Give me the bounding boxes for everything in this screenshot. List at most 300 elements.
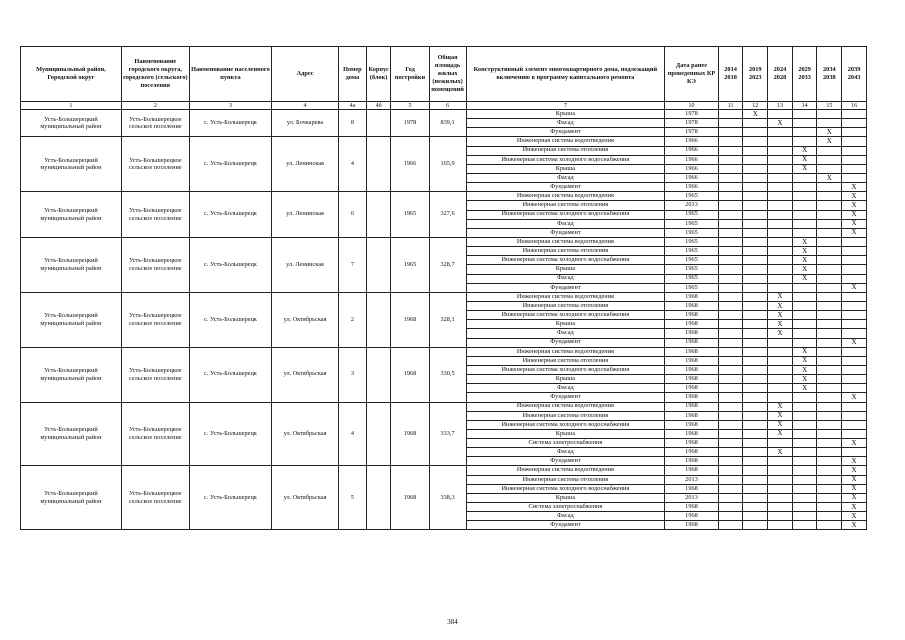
period-mark-cell (743, 448, 768, 457)
prior-repair-date-cell: 1966 (665, 146, 719, 155)
period-mark-cell (718, 420, 743, 429)
prior-repair-date-cell: 1965 (665, 265, 719, 274)
period-mark-cell (792, 484, 817, 493)
build-year-cell: 1968 (391, 347, 429, 402)
period-mark-cell (743, 210, 768, 219)
period-mark-cell (743, 466, 768, 475)
period-mark-cell (817, 155, 842, 164)
period-mark-cell (817, 183, 842, 192)
period-mark-cell (743, 375, 768, 384)
period-mark-cell (842, 274, 867, 283)
period-mark-cell (817, 512, 842, 521)
period-mark-cell (792, 338, 817, 347)
period-mark-cell (792, 137, 817, 146)
period-mark-cell (743, 484, 768, 493)
period-mark-cell (743, 439, 768, 448)
period-mark-cell: X (792, 347, 817, 356)
period-mark-cell (768, 365, 793, 374)
area-cell: 338,3 (429, 466, 466, 530)
address-cell: ул. Ленинская (272, 192, 339, 238)
period-mark-cell (817, 466, 842, 475)
element-cell: Инженерная система отопления (466, 356, 665, 365)
period-mark-cell: X (842, 439, 867, 448)
period-mark-cell: X (842, 475, 867, 484)
column-number: 16 (842, 102, 867, 110)
prior-repair-date-cell: 1965 (665, 237, 719, 246)
prior-repair-date-cell: 1966 (665, 155, 719, 164)
element-cell: Система электроснабжения (466, 439, 665, 448)
korpus-cell (366, 292, 391, 347)
build-year-cell: 1968 (391, 292, 429, 347)
period-mark-cell (792, 119, 817, 128)
period-mark-cell (817, 384, 842, 393)
prior-repair-date-cell: 1968 (665, 311, 719, 320)
area-cell: 327,6 (429, 192, 466, 238)
period-mark-cell (768, 283, 793, 292)
table-header (21, 47, 867, 110)
element-cell: Фасад (466, 274, 665, 283)
poselenie-cell: Усть-Большерецкое сельское поселение (121, 402, 189, 466)
period-mark-cell (743, 365, 768, 374)
period-mark-cell: X (768, 448, 793, 457)
period-mark-cell (768, 375, 793, 384)
period-mark-cell (743, 155, 768, 164)
period-mark-cell (743, 292, 768, 301)
period-mark-cell (768, 384, 793, 393)
period-mark-cell (792, 448, 817, 457)
period-mark-cell (842, 420, 867, 429)
element-cell: Крыша (466, 265, 665, 274)
column-number: 4б (366, 102, 391, 110)
period-mark-cell (842, 265, 867, 274)
period-mark-cell: X (842, 201, 867, 210)
column-number: 12 (743, 102, 768, 110)
address-cell: ул. Ленинская (272, 137, 339, 192)
period-mark-cell (718, 237, 743, 246)
period-mark-cell (792, 219, 817, 228)
period-mark-cell (817, 201, 842, 210)
period-mark-cell (842, 329, 867, 338)
period-mark-cell: X (842, 521, 867, 530)
area-cell: 328,1 (429, 292, 466, 347)
header-year: Год постройки (391, 47, 429, 102)
period-mark-cell (768, 493, 793, 502)
period-mark-cell (817, 219, 842, 228)
column-number: 14 (792, 102, 817, 110)
period-mark-cell (743, 173, 768, 182)
address-cell: ул. Ленинская (272, 237, 339, 292)
period-mark-cell (842, 292, 867, 301)
prior-repair-date-cell: 1965 (665, 256, 719, 265)
punkt-cell: с. Усть-Большерецк (189, 137, 271, 192)
period-mark-cell (718, 173, 743, 182)
period-mark-cell (718, 128, 743, 137)
period-mark-cell (743, 493, 768, 502)
period-mark-cell: X (768, 411, 793, 420)
column-number: 4а (339, 102, 367, 110)
period-mark-cell (768, 256, 793, 265)
period-mark-cell (817, 375, 842, 384)
table-row (21, 402, 867, 411)
prior-repair-date-cell: 1968 (665, 457, 719, 466)
period-mark-cell (792, 466, 817, 475)
prior-repair-date-cell: 1978 (665, 119, 719, 128)
period-mark-cell (842, 110, 867, 119)
rayon-cell: Усть-Большерецкий муниципальный район (21, 192, 122, 238)
period-mark-cell (743, 429, 768, 438)
period-mark-cell (817, 256, 842, 265)
element-cell: Инженерная система холодного водоснабжения (466, 365, 665, 374)
period-mark-cell (792, 173, 817, 182)
period-mark-cell (743, 402, 768, 411)
area-cell: 328,7 (429, 237, 466, 292)
period-mark-cell (817, 420, 842, 429)
period-mark-cell: X (817, 173, 842, 182)
period-mark-cell: X (768, 311, 793, 320)
prior-repair-date-cell: 1968 (665, 338, 719, 347)
prior-repair-date-cell: 1966 (665, 164, 719, 173)
element-cell: Инженерная система холодного водоснабжения (466, 311, 665, 320)
element-cell: Крыша (466, 375, 665, 384)
element-cell: Фасад (466, 173, 665, 182)
period-mark-cell (718, 219, 743, 228)
period-mark-cell (768, 228, 793, 237)
period-mark-cell (817, 329, 842, 338)
period-mark-cell (792, 292, 817, 301)
element-cell: Инженерная система отопления (466, 201, 665, 210)
period-mark-cell: X (842, 393, 867, 402)
period-mark-cell (743, 137, 768, 146)
prior-repair-date-cell: 1968 (665, 484, 719, 493)
prior-repair-date-cell: 1966 (665, 173, 719, 182)
period-mark-cell (743, 329, 768, 338)
period-mark-cell: X (768, 402, 793, 411)
period-mark-cell: X (792, 356, 817, 365)
period-mark-cell (718, 329, 743, 338)
period-mark-cell (842, 365, 867, 374)
period-mark-cell: X (842, 192, 867, 201)
rayon-cell: Усть-Большерецкий муниципальный район (21, 402, 122, 466)
element-cell: Инженерная система водоотведения (466, 292, 665, 301)
element-cell: Инженерная система водоотведения (466, 137, 665, 146)
period-mark-cell (817, 164, 842, 173)
element-cell: Фасад (466, 219, 665, 228)
period-mark-cell: X (842, 183, 867, 192)
header-korpus: Корпус (блок) (366, 47, 391, 102)
period-mark-cell (842, 128, 867, 137)
period-mark-cell: X (792, 146, 817, 155)
period-mark-cell: X (842, 457, 867, 466)
element-cell: Крыша (466, 164, 665, 173)
period-mark-cell (792, 183, 817, 192)
period-mark-cell (743, 320, 768, 329)
period-mark-cell (743, 420, 768, 429)
period-mark-cell (718, 375, 743, 384)
element-cell: Инженерная система холодного водоснабжения (466, 155, 665, 164)
period-mark-cell: X (768, 420, 793, 429)
table-row (21, 347, 867, 356)
period-mark-cell (768, 521, 793, 530)
period-mark-cell (718, 201, 743, 210)
column-number: 1 (21, 102, 122, 110)
period-mark-cell (768, 219, 793, 228)
period-mark-cell (743, 128, 768, 137)
period-mark-cell: X (792, 265, 817, 274)
period-mark-cell (792, 210, 817, 219)
period-mark-cell (743, 146, 768, 155)
element-cell: Фасад (466, 329, 665, 338)
period-mark-cell (817, 119, 842, 128)
period-mark-cell (718, 411, 743, 420)
column-number: 3 (189, 102, 271, 110)
period-mark-cell (842, 320, 867, 329)
period-mark-cell: X (792, 256, 817, 265)
column-number: 10 (665, 102, 719, 110)
element-cell: Крыша (466, 429, 665, 438)
period-mark-cell: X (768, 301, 793, 310)
period-mark-cell (768, 466, 793, 475)
period-mark-cell: X (792, 274, 817, 283)
period-mark-cell: X (743, 110, 768, 119)
prior-repair-date-cell: 1968 (665, 466, 719, 475)
period-mark-cell (743, 228, 768, 237)
period-mark-cell: X (842, 338, 867, 347)
period-mark-cell (768, 110, 793, 119)
prior-repair-date-cell: 1978 (665, 110, 719, 119)
period-mark-cell (842, 301, 867, 310)
house-number-cell: 3 (339, 347, 367, 402)
period-mark-cell: X (842, 503, 867, 512)
period-mark-cell (768, 201, 793, 210)
prior-repair-date-cell: 1968 (665, 512, 719, 521)
period-mark-cell (768, 173, 793, 182)
period-mark-cell (768, 274, 793, 283)
capital-repair-table (20, 46, 867, 530)
period-mark-cell (743, 256, 768, 265)
period-mark-cell (817, 475, 842, 484)
element-cell: Инженерная система холодного водоснабжения (466, 420, 665, 429)
period-mark-cell (817, 283, 842, 292)
period-mark-cell (743, 384, 768, 393)
period-mark-cell (792, 393, 817, 402)
period-mark-cell (768, 338, 793, 347)
period-mark-cell (743, 475, 768, 484)
punkt-cell: с. Усть-Большерецк (189, 466, 271, 530)
period-mark-cell (792, 475, 817, 484)
address-cell: ул. Бочкарева (272, 110, 339, 137)
period-mark-cell (842, 146, 867, 155)
period-mark-cell (768, 155, 793, 164)
period-mark-cell (718, 292, 743, 301)
period-mark-cell (768, 192, 793, 201)
period-mark-cell (817, 439, 842, 448)
period-mark-cell (718, 228, 743, 237)
prior-repair-date-cell: 1968 (665, 521, 719, 530)
punkt-cell: с. Усть-Большерецк (189, 347, 271, 402)
period-mark-cell (718, 347, 743, 356)
table-row (21, 237, 867, 246)
header-row (21, 47, 867, 102)
period-mark-cell: X (842, 512, 867, 521)
period-mark-cell (817, 429, 842, 438)
element-cell: Система электроснабжения (466, 503, 665, 512)
period-mark-cell (817, 493, 842, 502)
column-number: 5 (391, 102, 429, 110)
element-cell: Фундамент (466, 283, 665, 292)
period-mark-cell (817, 274, 842, 283)
period-mark-cell (817, 311, 842, 320)
period-mark-cell (718, 256, 743, 265)
period-mark-cell (718, 183, 743, 192)
prior-repair-date-cell: 1968 (665, 320, 719, 329)
period-mark-cell (842, 402, 867, 411)
period-mark-cell (792, 110, 817, 119)
element-cell: Фундамент (466, 521, 665, 530)
period-mark-cell (792, 283, 817, 292)
period-mark-cell: X (768, 292, 793, 301)
period-mark-cell (792, 192, 817, 201)
period-mark-cell (743, 119, 768, 128)
period-mark-cell: X (842, 228, 867, 237)
period-mark-cell: X (792, 164, 817, 173)
period-mark-cell (743, 274, 768, 283)
period-mark-cell (817, 301, 842, 310)
korpus-cell (366, 137, 391, 192)
prior-repair-date-cell: 1968 (665, 439, 719, 448)
period-mark-cell (817, 110, 842, 119)
column-number: 15 (817, 102, 842, 110)
period-mark-cell (792, 521, 817, 530)
rayon-cell: Усть-Большерецкий муниципальный район (21, 237, 122, 292)
header-period-2029: 2029 2033 (792, 47, 817, 102)
area-cell: 165,9 (429, 137, 466, 192)
element-cell: Крыша (466, 493, 665, 502)
korpus-cell (366, 466, 391, 530)
period-mark-cell (842, 429, 867, 438)
period-mark-cell (792, 228, 817, 237)
period-mark-cell (768, 393, 793, 402)
rayon-cell: Усть-Большерецкий муниципальный район (21, 292, 122, 347)
period-mark-cell (842, 164, 867, 173)
period-mark-cell (792, 429, 817, 438)
period-mark-cell (718, 439, 743, 448)
period-mark-cell (768, 356, 793, 365)
period-mark-cell: X (768, 119, 793, 128)
period-mark-cell (743, 201, 768, 210)
table-row (21, 292, 867, 301)
column-number-row (21, 102, 867, 110)
header-date: Дата ранее проведенных КР КЭ (665, 47, 719, 102)
period-mark-cell (768, 484, 793, 493)
period-mark-cell (817, 484, 842, 493)
table-row (21, 466, 867, 475)
period-mark-cell: X (842, 219, 867, 228)
period-mark-cell (768, 146, 793, 155)
punkt-cell: с. Усть-Большерецк (189, 192, 271, 238)
prior-repair-date-cell: 2013 (665, 475, 719, 484)
address-cell: ул. Октябрьская (272, 292, 339, 347)
period-mark-cell: X (792, 237, 817, 246)
element-cell: Инженерная система отопления (466, 146, 665, 155)
header-period-2019: 2019 2023 (743, 47, 768, 102)
period-mark-cell: X (817, 137, 842, 146)
prior-repair-date-cell: 1968 (665, 448, 719, 457)
element-cell: Инженерная система отопления (466, 411, 665, 420)
period-mark-cell (792, 512, 817, 521)
prior-repair-date-cell: 1968 (665, 329, 719, 338)
period-mark-cell (817, 521, 842, 530)
poselenie-cell: Усть-Большерецкое сельское поселение (121, 237, 189, 292)
period-mark-cell: X (792, 365, 817, 374)
period-mark-cell (817, 402, 842, 411)
period-mark-cell (842, 384, 867, 393)
element-cell: Фасад (466, 119, 665, 128)
period-mark-cell (768, 475, 793, 484)
period-mark-cell (743, 283, 768, 292)
build-year-cell: 1965 (391, 192, 429, 238)
period-mark-cell: X (842, 493, 867, 502)
period-mark-cell (817, 503, 842, 512)
poselenie-cell: Усть-Большерецкое сельское поселение (121, 137, 189, 192)
period-mark-cell (718, 155, 743, 164)
element-cell: Крыша (466, 320, 665, 329)
header-element: Конструктивный элемент многоквартирного дома, подлежащий включению в программу капитального ремонта (466, 47, 665, 102)
korpus-cell (366, 402, 391, 466)
build-year-cell: 1978 (391, 110, 429, 137)
header-rayon: Муниципальный район, Городской округ (21, 47, 122, 102)
period-mark-cell (842, 411, 867, 420)
period-mark-cell (718, 210, 743, 219)
prior-repair-date-cell: 1968 (665, 402, 719, 411)
header-period-2034: 2034 2038 (817, 47, 842, 102)
prior-repair-date-cell: 1965 (665, 274, 719, 283)
period-mark-cell (718, 164, 743, 173)
period-mark-cell (768, 210, 793, 219)
period-mark-cell (792, 128, 817, 137)
poselenie-cell: Усть-Большерецкое сельское поселение (121, 466, 189, 530)
element-cell: Фундамент (466, 228, 665, 237)
house-number-cell: 2 (339, 292, 367, 347)
rayon-cell: Усть-Большерецкий муниципальный район (21, 137, 122, 192)
column-number: 13 (768, 102, 793, 110)
period-mark-cell (768, 347, 793, 356)
prior-repair-date-cell: 1968 (665, 347, 719, 356)
poselenie-cell: Усть-Большерецкое сельское поселение (121, 347, 189, 402)
house-number-cell: 7 (339, 237, 367, 292)
column-number: 11 (718, 102, 743, 110)
period-mark-cell (743, 192, 768, 201)
column-number: 6 (429, 102, 466, 110)
prior-repair-date-cell: 1965 (665, 219, 719, 228)
period-mark-cell (743, 521, 768, 530)
period-mark-cell: X (842, 283, 867, 292)
period-mark-cell (718, 146, 743, 155)
period-mark-cell (792, 439, 817, 448)
period-mark-cell (743, 503, 768, 512)
prior-repair-date-cell: 1978 (665, 128, 719, 137)
header-house: Номер дома (339, 47, 367, 102)
period-mark-cell (768, 164, 793, 173)
period-mark-cell (817, 457, 842, 466)
period-mark-cell (743, 164, 768, 173)
period-mark-cell: X (817, 128, 842, 137)
period-mark-cell: X (842, 484, 867, 493)
period-mark-cell (817, 192, 842, 201)
period-mark-cell (718, 475, 743, 484)
house-number-cell: 5 (339, 466, 367, 530)
period-mark-cell: X (792, 375, 817, 384)
build-year-cell: 1965 (391, 237, 429, 292)
